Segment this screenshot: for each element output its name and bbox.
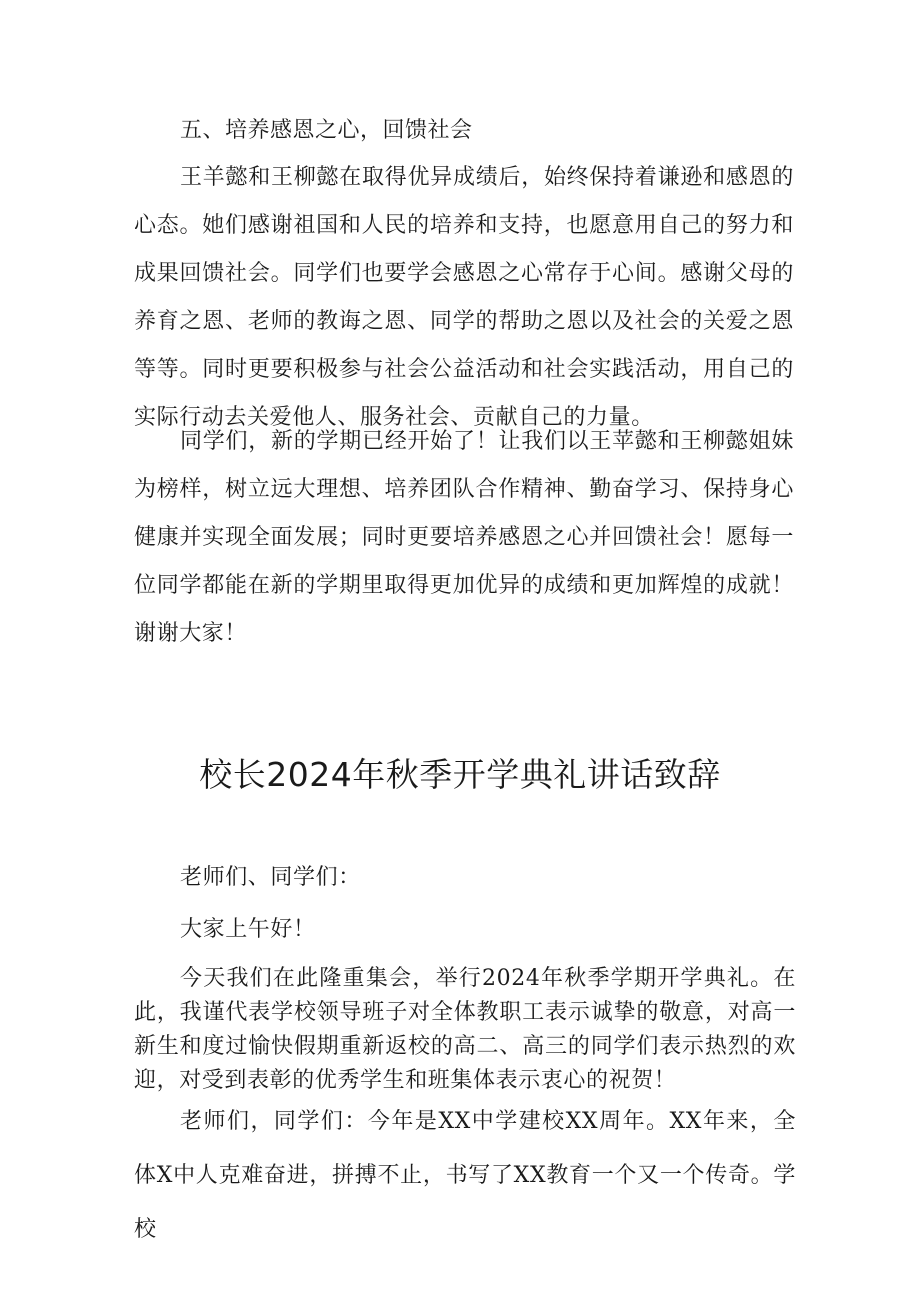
paragraph-opening: 今天我们在此隆重集会，举行2024年秋季学期开学典礼。在此，我谨代表学校领导班子对全体教职工表示诚挚的敬意，对高一新生和度过愉快假期重新返校的高二、高三的同学们表示热烈的欢迎，对受到表彰的优秀学生和班集体表示衷心的祝贺！ xyxy=(134,966,796,1093)
salutation-line: 大家上午好！ xyxy=(180,917,316,942)
greeting-line: 老师们、同学们： xyxy=(180,865,361,890)
paragraph-closing: 同学们，新的学期已经开始了！让我们以王苹懿和王柳懿姐妹为榜样，树立远大理想、培养团队合作精神、勤奋学习、保持身心健康并实现全面发展；同时更要培养感恩之心并回馈社会！愿每一位同学都能在新的学期里取得更加优异的成绩和更加辉煌的成就！谢谢大家！ xyxy=(134,429,794,646)
section-heading: 五、培养感恩之心，回馈社会 xyxy=(180,118,473,143)
paragraph-anniversary: 老师们，同学们：今年是XX中学建校XX周年。XX年来，全体X中人克难奋进，拼搏不止，书写了XX教育一个又一个传奇。学校 xyxy=(134,1109,796,1242)
paragraph-gratitude: 王羊懿和王柳懿在取得优异成绩后，始终保持着谦逊和感恩的心态。她们感谢祖国和人民的培养和支持，也愿意用自己的努力和成果回馈社会。同学们也要学会感恩之心常存于心间。感谢父母的养育之恩、老师的教诲之恩、同学的帮助之恩以及社会的关爱之恩等等。同时更要积极参与社会公益活动和社会实践活动，用自己的实际行动去关爱他人、服务社会、贡献自己的力量。 xyxy=(134,165,794,430)
document-title: 校长2024年秋季开学典礼讲话致辞 xyxy=(199,755,721,794)
